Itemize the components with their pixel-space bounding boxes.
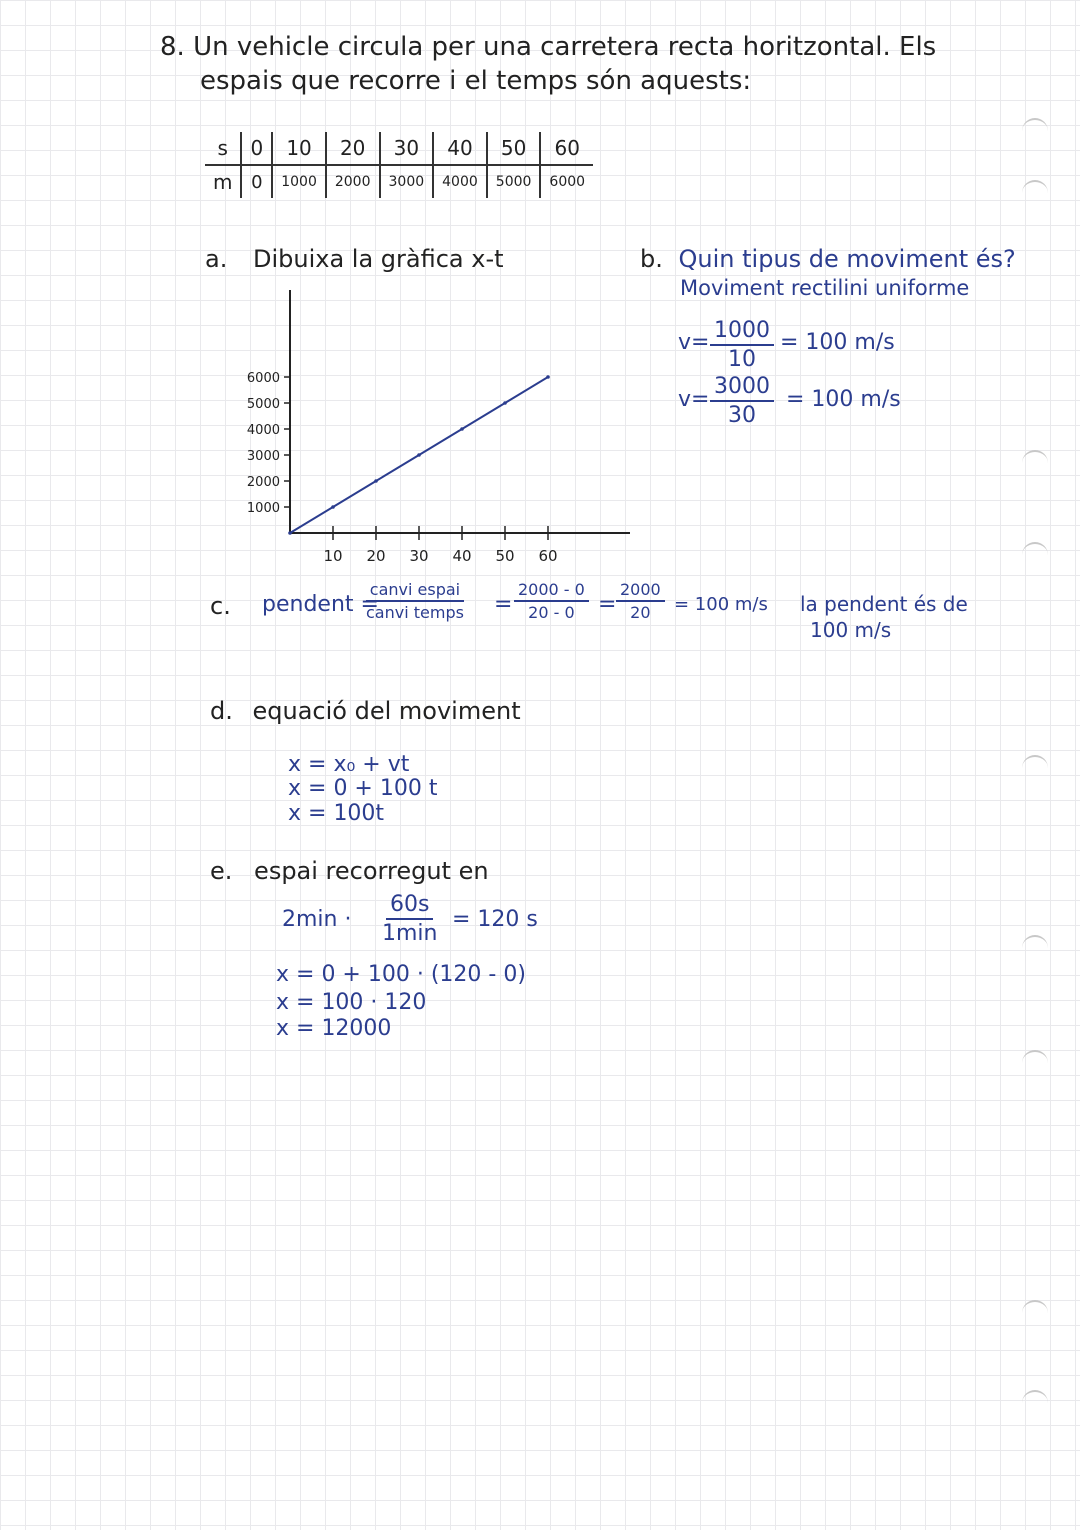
part-e-line-3: x = 12000 [276, 1016, 392, 1041]
table-cell: 50 [487, 132, 541, 165]
table-cell: 60 [540, 132, 593, 165]
part-b-v1-rhs: = 100 m/s [780, 330, 895, 355]
series-point [331, 505, 335, 509]
binder-hole-mark [1022, 118, 1048, 132]
part-a-prompt: Dibuixa la gràfica x-t [252, 245, 504, 273]
part-c-note-line-1: la pendent és de [800, 592, 968, 616]
fraction-numerator: 2000 - 0 [514, 580, 589, 602]
part-d-title: equació del moviment [252, 697, 521, 725]
fraction-numerator: canvi espai [366, 580, 464, 602]
table-cell: 5000 [487, 165, 541, 198]
table-cell: 0 [241, 165, 272, 198]
x-tick-label: 50 [495, 547, 515, 565]
series-point [288, 531, 292, 535]
fraction-denominator: 1min [382, 921, 438, 946]
y-tick-label: 6000 [246, 371, 280, 386]
part-a-heading [205, 245, 504, 273]
part-e-line-2: x = 100 · 120 [276, 990, 427, 1015]
series-point [460, 427, 464, 431]
part-d-letter: d. [210, 697, 233, 725]
table-header-space: m [205, 165, 241, 198]
fraction-numerator: 1000 [710, 318, 774, 346]
y-tick-label: 1000 [246, 501, 280, 516]
table-cell: 3000 [380, 165, 434, 198]
statement-line-1: Un vehicle circula per una carretera recta horitzontal. Els [193, 32, 937, 62]
part-b-heading [640, 245, 1016, 273]
part-c-fraction-2 [514, 580, 589, 622]
part-e-heading [210, 857, 489, 885]
part-a-letter: a. [205, 245, 228, 273]
table-cell: 4000 [433, 165, 487, 198]
binder-hole-mark [1022, 935, 1048, 949]
series-point [503, 401, 507, 405]
fraction-denominator: 30 [728, 403, 756, 428]
binder-hole-mark [1022, 1300, 1048, 1314]
part-e-conversion-fraction [378, 892, 441, 946]
problem-statement [160, 32, 936, 62]
part-c-equals-2: = [598, 592, 617, 617]
part-b-v1-fraction [710, 318, 774, 372]
binder-hole-mark [1022, 755, 1048, 769]
y-tick-label: 5000 [246, 397, 280, 412]
xt-graph [220, 285, 640, 570]
x-tick-label: 60 [538, 547, 558, 565]
x-tick-label: 20 [366, 547, 386, 565]
y-tick-label: 4000 [246, 423, 280, 438]
table-cell: 1000 [272, 165, 326, 198]
x-tick-label: 10 [323, 547, 343, 565]
part-b-question: Quin tipus de moviment és? [678, 245, 1016, 273]
table-cell: 2000 [326, 165, 380, 198]
table-row-space [205, 165, 593, 198]
fraction-denominator: canvi temps [366, 603, 464, 622]
y-tick-label: 2000 [246, 475, 280, 490]
part-d-heading [210, 697, 521, 725]
fraction-numerator: 2000 [616, 580, 665, 602]
table-cell: 30 [380, 132, 434, 165]
part-b-v2-rhs: = 100 m/s [786, 387, 901, 412]
x-tick-group [323, 526, 557, 565]
part-c-note-line-2: 100 m/s [810, 618, 892, 642]
part-e-conversion-rhs: = 120 s [452, 907, 538, 932]
binder-hole-mark [1022, 542, 1048, 556]
fraction-denominator: 20 [630, 603, 651, 622]
part-c-lhs: pendent = [262, 592, 379, 617]
part-d-line-2: x = 0 + 100 t [288, 776, 438, 801]
part-b-letter: b. [640, 245, 663, 273]
statement-line-2: espais que recorre i el temps són aquests: [200, 66, 752, 96]
fraction-numerator: 3000 [710, 374, 774, 402]
part-c-fraction-1 [362, 580, 468, 622]
part-c-equals-1: = [494, 592, 513, 617]
part-e-line-1: x = 0 + 100 · (120 - 0) [276, 962, 526, 987]
table-cell: 0 [241, 132, 272, 165]
binder-hole-mark [1022, 1390, 1048, 1404]
part-b-v2-fraction [710, 374, 774, 428]
series-point [546, 375, 550, 379]
series-point [417, 453, 421, 457]
binder-hole-mark [1022, 450, 1048, 464]
part-d-line-3: x = 100t [288, 801, 385, 826]
binder-hole-mark [1022, 180, 1048, 194]
part-b-v1-lhs: v= [678, 330, 710, 355]
part-c-letter: c. [210, 592, 231, 620]
data-table [205, 132, 593, 198]
fraction-denominator: 10 [728, 347, 756, 372]
y-tick-group [247, 371, 290, 516]
table-cell: 40 [433, 132, 487, 165]
table-row-time [205, 132, 593, 165]
part-b-v2-lhs: v= [678, 387, 710, 412]
table-header-time: s [205, 132, 241, 165]
problem-number: 8. [160, 32, 185, 62]
part-e-title: espai recorregut en [254, 857, 489, 885]
table-cell: 10 [272, 132, 326, 165]
part-b-answer: Moviment rectilini uniforme [680, 276, 970, 300]
part-c-result: = 100 m/s [674, 594, 768, 615]
part-e-letter: e. [210, 857, 233, 885]
x-tick-label: 30 [409, 547, 429, 565]
part-d-line-1: x = x₀ + vt [288, 752, 410, 777]
fraction-denominator: 20 - 0 [528, 603, 575, 622]
fraction-numerator: 60s [386, 892, 433, 920]
y-tick-label: 3000 [246, 449, 280, 464]
table-cell: 20 [326, 132, 380, 165]
series-point [374, 479, 378, 483]
binder-hole-mark [1022, 1050, 1048, 1064]
part-c-fraction-3 [616, 580, 665, 622]
x-tick-label: 40 [452, 547, 472, 565]
table-cell: 6000 [549, 174, 586, 190]
part-e-conversion-lhs: 2min · [282, 907, 352, 932]
